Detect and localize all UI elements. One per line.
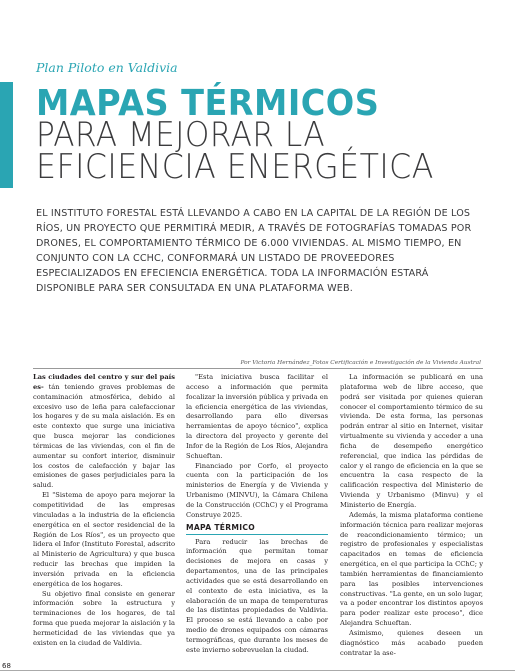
footer-rule [0, 670, 515, 671]
column2-paragraph-2: Financiado por Corfo, el proyecto cuenta con la participación de los ministerios de Energía y de Vivienda y Urbanismo (MINVU), la Cámara Chilena de la Construcción (CChC) y el Programa Construye 2025. [186, 461, 328, 519]
column2-paragraph-3: Para reducir las brechas de información que permitan tomar decisiones de mejora en casas y departamentos, una de las principales actividades que se está desarrollando en el contexto de esta iniciativa, es la elaboración de un mapa de temperaturas de las distintas propiedades de Valdivia. El proceso se está llevando a cabo por medio de drones equipados con cámaras termográficas, que durante los meses de este invierno sobrevuelan la ciudad. [186, 537, 328, 654]
column1-paragraph-1 [33, 373, 175, 491]
article-title-line-3: EFICIENCIA ENERGÉTICA [36, 147, 434, 187]
byline-divider [33, 368, 483, 369]
article-title-line-1: MAPAS TÉRMICOS [36, 83, 380, 124]
column3-paragraph-2: Además, la misma plataforma contiene información técnica para realizar mejoras de reacondicionamiento térmico; un registro de profesionales y especialistas capacitados en temas de eficiencia energética, en el que participa la CChC; y también herramientas de financiamiento para las posibles intervenciones constructivas. "La gente, en un solo lugar, va a poder encontrar los distintos apoyos para poder realizar este proceso", dice Alejandra Schueftan. [340, 510, 483, 628]
article-byline: Por Victoria Hernández_Fotos Certificación e Investigación de la Vivienda Austral [240, 360, 481, 366]
article-kicker: Plan Piloto en Valdivia [36, 60, 178, 75]
article-lead: EL INSTITUTO FORESTAL ESTÁ LLEVANDO A CABO EN LA CAPITAL DE LA REGIÓN DE LOS RÍOS, UN PROYECTO QUE PERMITIRÁ MEDIR, A TRAVÉS DE FOTOGRAFÍAS TOMADAS POR DRONES, EL COMPORTAMIENTO TÉRMICO DE 6.000 VIVIENDAS. AL MISMO TIEMPO, EN CONJUNTO CON LA CCHC, CONFORMARÁ UN LISTADO DE PROVEEDORES ESPECIALIZADOS EN EFECIENCIA ENERGÉTICA. TODA LA INFORMACIÓN ESTARÁ DISPONIBLE PARA SER CONSULTADA EN UNA PLATAFORMA WEB. [36, 208, 472, 294]
text-column-1 [33, 373, 175, 649]
section-subheading-text: MAPA TÉRMICO [186, 522, 256, 532]
text-column-2 [186, 373, 328, 656]
text-column-3 [340, 373, 483, 658]
column1-paragraph-1-text: tán teniendo graves problemas de contaminación atmosférica, debido al excesivo uso de leña para calefaccionar los hogares y de su mala aislación. Es en este contexto que surge una iniciativa que busca mejorar las condiciones térmicas de las viviendas, con el fin de aumentar su confort interior, disminuir los costos de calefacción y bajar las emisiones de gases perjudiciales para la salud. [33, 382, 175, 490]
column1-paragraph-3: Su objetivo final consiste en generar información sobre la estructura y terminaciones de los hogares, de tal forma que pueda mejorar la aislación y la hermeticidad de las viviendas que ya existen en la ciudad de Valdivia. [33, 589, 175, 647]
subheading-underline [186, 534, 328, 535]
column3-paragraph-1: La información se publicará en una plataforma web de libre acceso, que podrá ser visitada por quienes quieran conocer el comportamiento térmico de su vivienda. De esta forma, las personas podrán entrar al sitio en Internet, visitar virtualmente su vivienda y acceder a una ficha de desempeño energético referencial, que indica las pérdidas de calor y el rango de eficiencia en la que se encuentra la casa respecto de la calificación respectiva del Ministerio de Vivienda y Urbanismo (Minvu) y el Ministerio de Energía. [340, 373, 483, 509]
section-subheading [186, 523, 328, 535]
column3-paragraph-3: Asimismo, quienes deseen un diagnóstico más acabado pueden contratar la ase- [340, 628, 483, 657]
accent-bar [0, 82, 13, 188]
column1-paragraph-2: El "Sistema de apoyo para mejorar la competitividad de las empresas vinculadas a la industria de la eficiencia energética en el sector residencial de la Región de Los Ríos", es un proyecto que lidera el Infor (Instituto Forestal, adscrito al Ministerio de Agricultura) y que busca reducir las brechas que impiden la inversión privada en la eficiencia energética de los hogares. [33, 491, 175, 588]
column1-lead-in: Las ciudades del centro y sur del país es- [33, 373, 175, 391]
column2-paragraph-1: "Esta iniciativa busca facilitar el acceso a información que permita focalizar la inversión pública y privada en la eficiencia energética de las viviendas, desarrollando para ello diversas herramientas de apoyo técnico", explica la directora del proyecto y gerente del Infor de la Región de Los Ríos, Alejandra Schueftan. [186, 373, 328, 460]
page-number: 68 [2, 662, 11, 670]
article-title-line-2: PARA MEJORAR LA [36, 115, 326, 155]
